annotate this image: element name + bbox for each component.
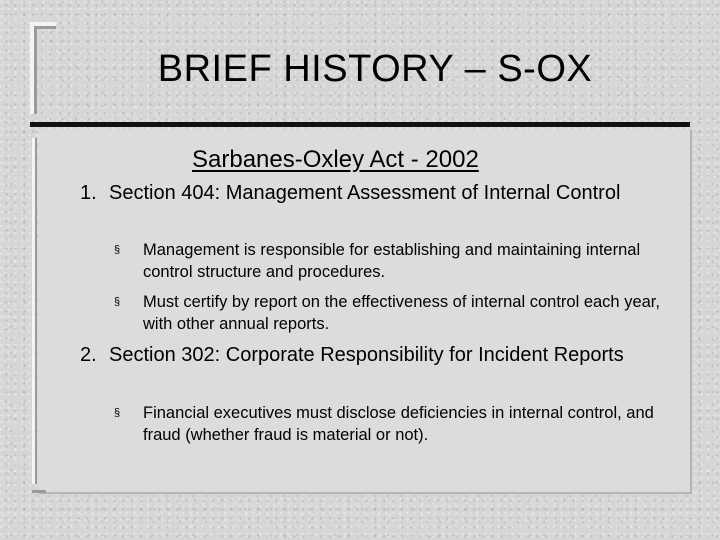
list-item-number: 2. — [80, 344, 97, 366]
list-item-text: Section 404: Management Assessment of Internal Control — [109, 182, 621, 204]
bottom-tick-decoration — [32, 484, 46, 493]
sub-bullet — [114, 291, 674, 335]
body-bracket-decoration — [32, 138, 43, 484]
list-item-text: Section 302: Corporate Responsibility for Incident Reports — [109, 344, 624, 366]
sub-bullet-text: Management is responsible for establishing and maintaining internal control structure and procedures. — [143, 241, 641, 281]
bullet-marker-icon: § — [114, 296, 121, 308]
sub-bullet-text: Must certify by report on the effectiveness of internal control each year, with other annual reports. — [143, 293, 660, 333]
slide-subtitle: Sarbanes-Oxley Act - 2002 — [192, 146, 479, 173]
list-item-section-404 — [80, 180, 670, 206]
title-divider — [30, 122, 690, 127]
top-bracket-decoration — [30, 22, 56, 114]
sub-bullet — [114, 402, 674, 446]
list-item-section-302 — [80, 342, 670, 368]
bullet-marker-icon: § — [114, 407, 121, 419]
list-item-number: 1. — [80, 182, 97, 204]
slide-title: BRIEF HISTORY – S-OX — [157, 48, 593, 90]
sub-bullet — [114, 239, 674, 283]
sub-bullet-text: Financial executives must disclose deficiencies in internal control, and fraud (whether fraud is material or not). — [143, 404, 654, 444]
bullet-marker-icon: § — [114, 244, 121, 256]
